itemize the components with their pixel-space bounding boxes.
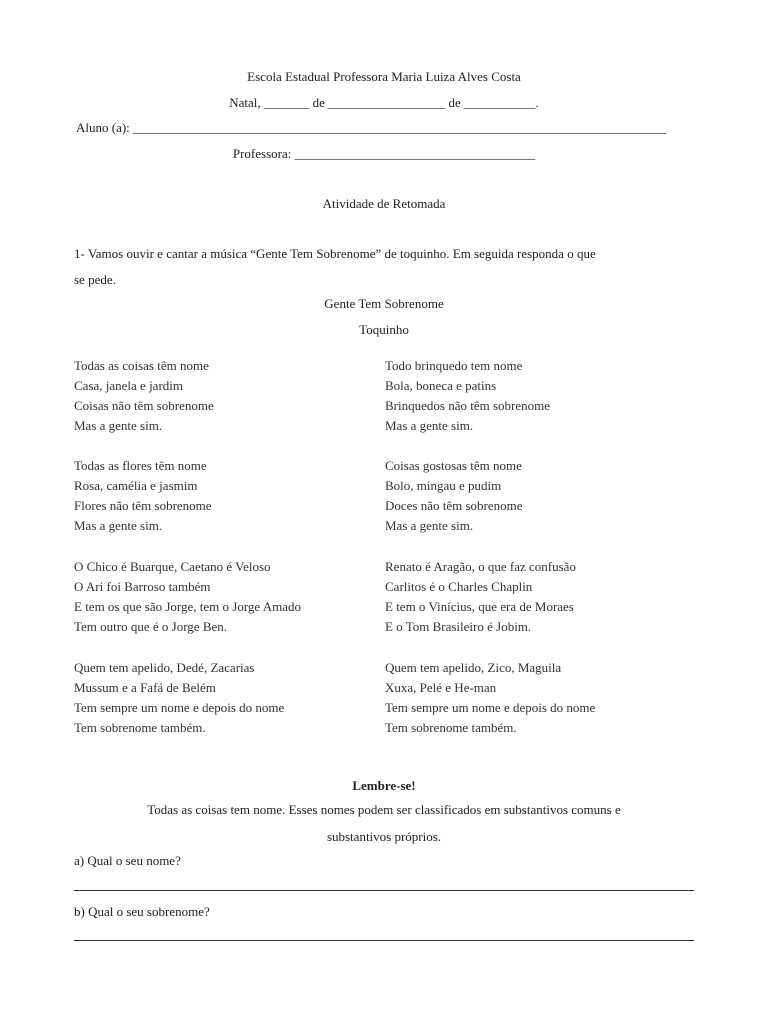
lyrics-stanza [74, 456, 374, 557]
lyric-line: Todo brinquedo tem nome [385, 358, 523, 373]
lyrics-right-column [385, 356, 685, 738]
lyric-line: Todas as coisas têm nome [74, 358, 209, 373]
lyrics-stanza [385, 557, 685, 658]
lyric-line: Tem sempre um nome e depois do nome [74, 700, 285, 715]
answer-line-b[interactable] [74, 940, 694, 941]
lyric-line: Bolo, mingau e pudim [385, 478, 502, 493]
lyric-line: Renato é Aragão, o que faz confusão [385, 559, 576, 574]
student-name-line: Aluno (a): __________________________________________________________________________________ [76, 120, 667, 135]
lyric-line: Mas a gente sim. [385, 418, 474, 433]
activity-title: Atividade de Retomada [322, 196, 446, 211]
lyric-line: Flores não têm sobrenome [74, 498, 212, 513]
lyric-line: Mussum e a Fafá de Belém [74, 680, 216, 695]
school-name: Escola Estadual Professora Maria Luiza Alves Costa [247, 69, 521, 84]
lyric-line: E tem o Vinícius, que era de Moraes [385, 599, 574, 614]
lyric-line: Tem sobrenome também. [74, 720, 206, 735]
question-1-line-1: 1- Vamos ouvir e cantar a música “Gente Tem Sobrenome” de toquinho. Em seguida responda o que [74, 246, 596, 261]
lyric-line: Rosa, camélia e jasmim [74, 478, 198, 493]
lyrics-stanza [385, 356, 685, 456]
reminder-title: Lembre-se! [352, 778, 416, 793]
lyric-line: Brinquedos não têm sobrenome [385, 398, 550, 413]
lyric-line: Tem sempre um nome e depois do nome [385, 700, 596, 715]
lyric-line: Carlitos é o Charles Chaplin [385, 579, 533, 594]
lyric-line: Bola, boneca e patins [385, 378, 497, 393]
question-b: b) Qual o seu sobrenome? [74, 904, 210, 919]
lyric-line: Doces não têm sobrenome [385, 498, 523, 513]
reminder-line-2: substantivos próprios. [326, 829, 442, 844]
lyric-line: E tem os que são Jorge, tem o Jorge Amado [74, 599, 301, 614]
lyrics-stanza [385, 658, 685, 738]
reminder-line-1: Todas as coisas tem nome. Esses nomes podem ser classificados em substantivos comuns e [147, 802, 621, 817]
lyric-line: Tem outro que é o Jorge Ben. [74, 619, 228, 634]
lyric-line: Quem tem apelido, Dedé, Zacarias [74, 660, 255, 675]
lyric-line: Xuxa, Pelé e He-man [385, 680, 497, 695]
lyric-line: O Ari foi Barroso também [74, 579, 211, 594]
lyric-line: Mas a gente sim. [74, 518, 163, 533]
lyrics-stanza [74, 658, 374, 738]
teacher-line: Professora: _____________________________________ [232, 146, 536, 161]
lyric-line: Mas a gente sim. [385, 518, 474, 533]
lyric-line: Mas a gente sim. [74, 418, 163, 433]
song-title: Gente Tem Sobrenome [324, 296, 444, 311]
lyric-line: E o Tom Brasileiro é Jobim. [385, 619, 532, 634]
lyric-line: Todas as flores têm nome [74, 458, 207, 473]
lyric-line: O Chico é Buarque, Caetano é Veloso [74, 559, 271, 574]
lyrics-left-column [74, 356, 374, 738]
lyrics-stanza [74, 557, 374, 658]
lyric-line: Coisas não têm sobrenome [74, 398, 214, 413]
lyrics-stanza [385, 456, 685, 557]
date-line: Natal, _______ de __________________ de ___________. [229, 95, 539, 110]
song-artist: Toquinho [359, 322, 409, 337]
lyrics-stanza [74, 356, 374, 456]
lyric-line: Quem tem apelido, Zico, Maguila [385, 660, 562, 675]
question-a: a) Qual o seu nome? [74, 853, 181, 868]
lyric-line: Tem sobrenome também. [385, 720, 517, 735]
lyric-line: Casa, janela e jardim [74, 378, 184, 393]
answer-line-a[interactable] [74, 890, 694, 891]
lyric-line: Coisas gostosas têm nome [385, 458, 522, 473]
question-1-line-2: se pede. [74, 272, 116, 287]
